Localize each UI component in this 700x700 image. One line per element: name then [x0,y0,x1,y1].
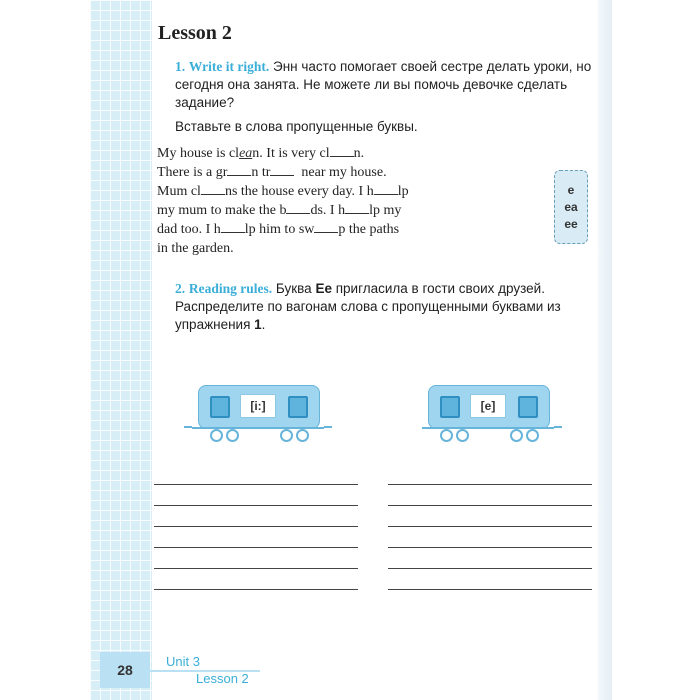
lesson-title: Lesson 2 [158,22,232,44]
filled-answer: ea [239,146,253,161]
sentence-fragment: in the garden. [157,241,234,256]
writing-line[interactable] [154,485,358,506]
sentence-fragment: Mum cl [157,184,201,199]
wheel-icon [440,429,453,442]
wagon-window-icon [210,396,230,418]
sentence-fragment: my mum to make the b [157,203,287,218]
blank-field[interactable] [314,221,338,233]
wheel-icon [456,429,469,442]
sentence-fragment: lp my [369,203,402,218]
writing-line[interactable] [154,527,358,548]
coupler-icon [184,426,192,428]
wheel-icon [526,429,539,442]
wheel-icon [296,429,309,442]
sentence-fragment: n. [353,146,365,161]
letter-options-box [554,170,588,244]
exercise-2-text-cont: пригласила в гости своих друзей. [335,281,545,296]
letter-option: e [567,183,575,197]
exercise-2-title: Reading rules. [188,281,273,296]
blank-field[interactable] [201,183,225,195]
coupler-icon [554,426,562,428]
sentence-fragment: n tr [251,165,271,180]
writing-line[interactable] [154,569,358,590]
blank-field[interactable] [345,202,369,214]
decorative-grid-strip [90,0,152,700]
writing-line[interactable] [388,569,592,590]
writing-line[interactable] [154,464,358,485]
exercise-2-number: 2. [175,281,186,296]
writing-line[interactable] [388,527,592,548]
page-number: 28 [100,652,150,688]
writing-lines-right [388,464,592,590]
footer-unit: Unit 3 [166,654,200,669]
footer-lesson: Lesson 2 [196,671,249,686]
exercise-2-letter: Ee [315,281,332,296]
sentence-fragment: ds. I h [310,203,346,218]
page-footer [100,652,600,688]
writing-lines-left [154,464,358,590]
sentence-fragment: p the paths [338,222,400,237]
exercise-2-instruction-num: 1 [254,317,262,332]
blank-field[interactable] [227,164,251,176]
sentence-fragment: n. It is very cl [252,146,330,161]
writing-line[interactable] [388,548,592,569]
exercise-1-instruction: Вставьте в слова пропущенные буквы. [175,119,418,134]
wheel-icon [210,429,223,442]
blank-field[interactable] [374,183,398,195]
exercise-1-title: Write it right. [188,59,270,74]
exercise-1-text: Энн часто помогает своей сестре делать уроки, но сегодня она занята. Не можете ли вы помочь девочке сделать задание? [175,59,592,110]
exercise-1-intro [175,58,600,112]
sentence-fragment: lp him to sw [244,222,315,237]
wheel-icon [226,429,239,442]
blank-field[interactable] [286,202,310,214]
sentence-fragment: lp [397,184,409,199]
exercise-2-instruction: Распределите по вагонам слова с пропущенными буквами из упражнения [175,299,561,332]
blank-field[interactable] [330,145,354,157]
writing-line[interactable] [388,485,592,506]
wagon-window-icon [288,396,308,418]
wagon-window-icon [518,396,538,418]
sentence-fragment: ns the house every day. I h [224,184,374,199]
wheel-icon [280,429,293,442]
exercise-2-instruction-end: . [261,317,266,332]
writing-line[interactable] [388,464,592,485]
wagon-sign: [i:] [240,394,276,418]
wagon-sign: [e] [470,394,506,418]
coupler-icon [324,426,332,428]
wagon-window-icon [440,396,460,418]
exercise-1-sentences [157,144,537,258]
sentence-fragment: near my house. [301,165,387,180]
letter-option: ee [564,217,578,231]
writing-line[interactable] [154,548,358,569]
writing-line[interactable] [388,506,592,527]
sentence-fragment: There is a gr [157,165,228,180]
sentence-fragment: dad too. I h [157,222,221,237]
exercise-2-intro [175,280,595,334]
sentence-fragment: My house is cl [157,146,240,161]
letter-option: ea [564,200,578,214]
blank-field[interactable] [221,221,245,233]
exercise-1-number: 1. [175,59,186,74]
wheel-icon [510,429,523,442]
blank-field[interactable] [270,164,294,176]
writing-line[interactable] [154,506,358,527]
page-edge-shadow [598,0,612,700]
exercise-2-text: Буква [275,281,312,296]
